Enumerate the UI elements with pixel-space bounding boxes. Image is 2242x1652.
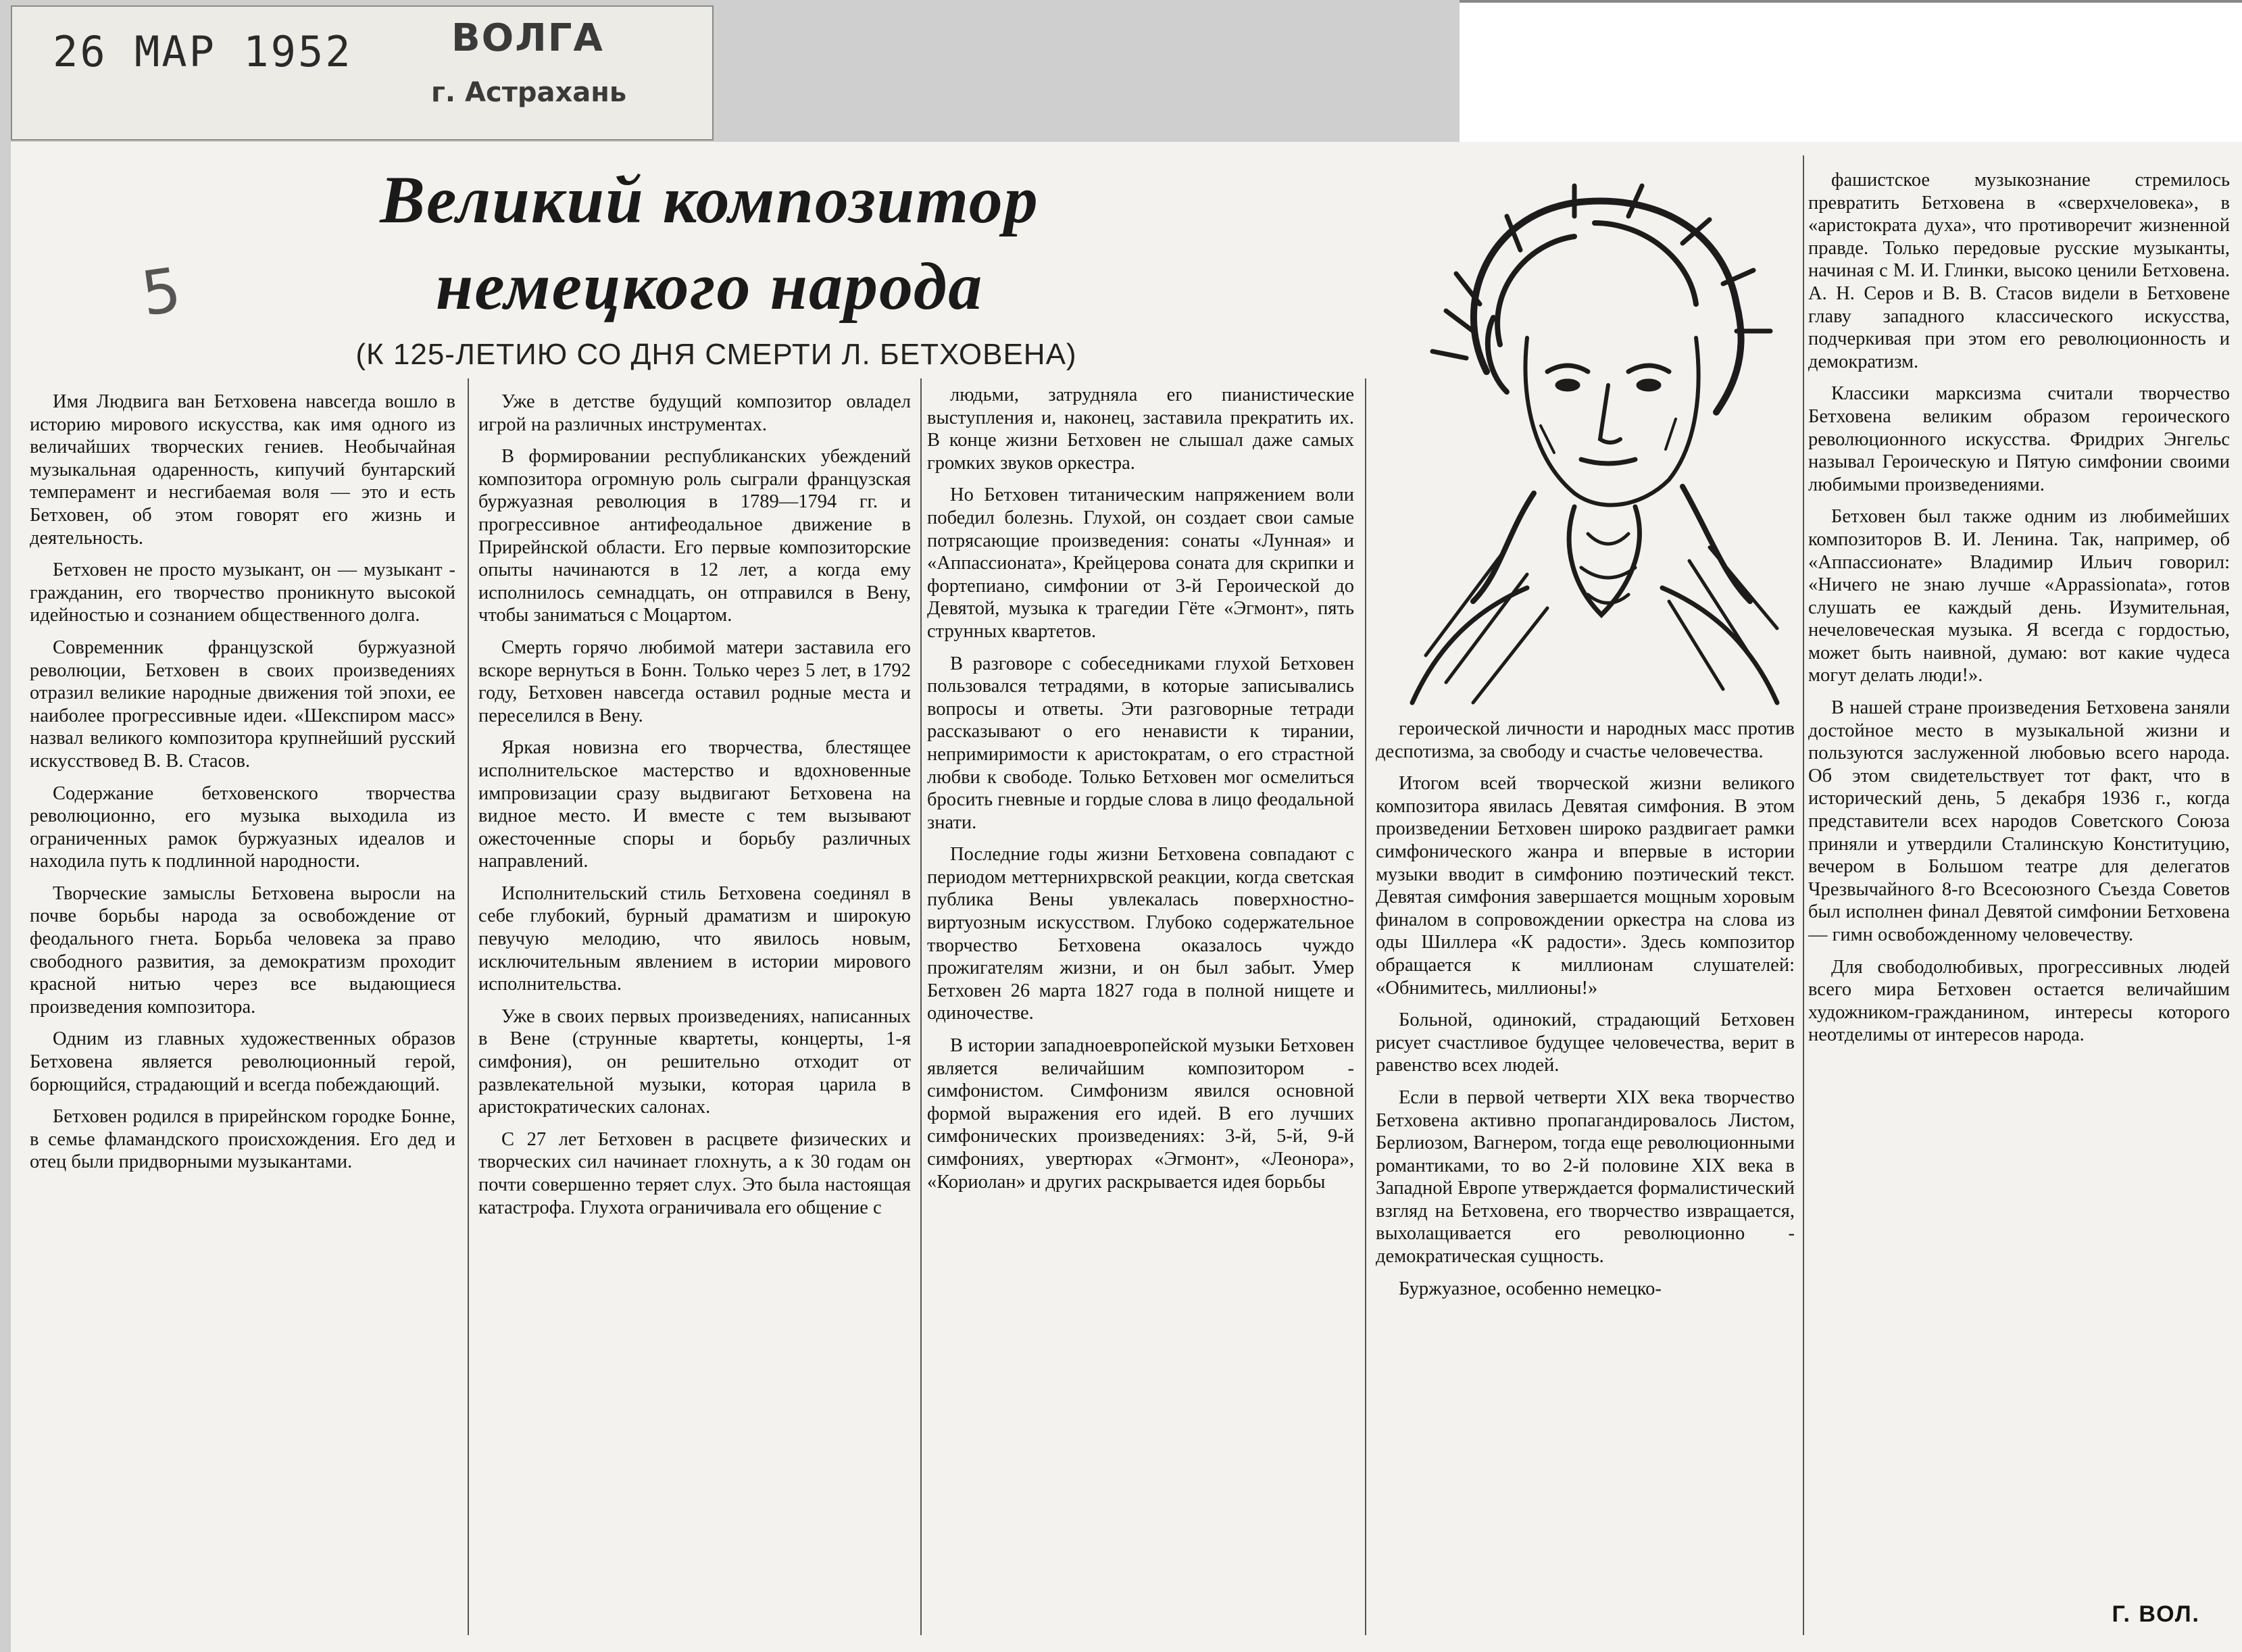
- author-signature: Г. ВОЛ.: [2112, 1601, 2200, 1627]
- paragraph: Одним из главных художественных образов Бетховена является революционный герой, борющийся, страдающий и всегда побеждающий.: [30, 1028, 455, 1095]
- article-column-1: [30, 391, 455, 1183]
- stamp-date: 26 МАР 1952: [53, 27, 353, 76]
- paragraph: В разговоре с собеседниками глухой Бетховен пользовался тетрадями, в которые записывались вопросы и ответы. Эти разговорные тетради рассказывают о его ненависти к тирании, непримиримости к аристократам, о его страстной любви к свободе. Только Бетховен мог осмелиться бросить гневные и гордые слова в лицо феодальной знати.: [927, 653, 1354, 833]
- paragraph: людьми, затрудняла его пианистические выступления и, наконец, заставила прекратить их. В конце жизни Бетховен не слышал даже самых громких звуков оркестра.: [927, 384, 1354, 474]
- paragraph: Уже в своих первых произведениях, написанных в Вене (струнные квартеты, концерты, 1-я симфония), он решительно отходит от развлекательной музыки, которая царила в аристократических салонах.: [478, 1005, 911, 1118]
- archive-stamp: [11, 5, 714, 141]
- column-rule: [1803, 155, 1804, 1635]
- paragraph: В формировании республиканских убеждений композитора огромную роль сыграли французская буржуазная революция в 1789—1794 гг. и прогрессивное антифеодальное движение в Прирейнской области. Его первые композиторские опыты начинаются в 12 лет, а когда ему исполнилось семнадцать, он отправился в Вену, чтобы заниматься с Моцартом.: [478, 446, 911, 626]
- article-column-5: [1808, 169, 2230, 1056]
- paragraph: Больной, одинокий, страдающий Бетховен рисует счастливое будущее человечества, верит в равенство всех людей.: [1376, 1009, 1795, 1076]
- paragraph: Исполнительский стиль Бетховена соединял в себе глубокий, бурный драматизм и широкую певучую мелодию, что явилось новым, исключительным явлением в истории мирового исполнительства.: [478, 882, 911, 995]
- column-rule: [468, 378, 469, 1635]
- paragraph: Итогом всей творческой жизни великого композитора явилась Девятая симфония. В этом произведении Бетховен широко раздвигает рамки симфонического жанра и впервые в истории музыки вводит в симфонию поэтический текст. Девятая симфония завершается мощным хоровым финалом в сопровождении оркестра на слова из оды Шиллера «К радости». Здесь композитор обращается к миллионам слушателей: «Обнимитесь, миллионы!»: [1376, 773, 1795, 999]
- paragraph: Яркая новизна его творчества, блестящее исполнительское мастерство и вдохновенные импровизации сразу выдвигают Бетховена на видное место. И вместе с тем вызывают ожесточенные споры и борьбу различных направлений.: [478, 737, 911, 872]
- paragraph: Творческие замыслы Бетховена выросли на почве борьбы народа за освобождение от феодального гнета. Борьба человека за право свободного развития, за демократизм проходит красной нитью через все выдающиеся произведения композитора.: [30, 882, 455, 1018]
- scanner-background-left: [0, 0, 11, 1652]
- paragraph: Уже в детстве будущий композитор овладел игрой на различных инструментах.: [478, 391, 911, 435]
- article-headline: [230, 157, 1189, 330]
- article-subtitle: (К 125-ЛЕТИЮ СО ДНЯ СМЕРТИ Л. БЕТХОВЕНА): [355, 338, 1077, 371]
- column-rule: [920, 378, 922, 1635]
- paragraph: Бетховен не просто музыкант, он — музыкант - гражданин, его творчество проникнуто высокой идейностью и сознанием общественного долга.: [30, 559, 455, 626]
- paragraph: Бетховен был также одним из любимейших композиторов В. И. Ленина. Так, например, об «Аппассионате» Владимир Ильич говорил: «Ничего не знаю лучше «Appassionata», готов слушать ее каждый день. Изумительная, нечеловеческая музыка. Я всегда с гордостью, может быть наивной, думаю: вот какие чудеса могут делать люди!».: [1808, 506, 2230, 686]
- article-column-2: [478, 391, 911, 1228]
- scanner-white-area: [1460, 0, 2242, 142]
- paragraph: Но Бетховен титаническим напряжением воли победил болезнь. Глухой, он создает свои самые потрясающие произведения: сонаты «Лунная» и «Аппассионата», Крейцерова соната для скрипки и фортепиано, симфонии от 3-й Героической до Девятой, музыка к трагедии Гёте «Эгмонт», пять струнных квартетов.: [927, 484, 1354, 642]
- paragraph: Бетховен родился в прирейнском городке Бонне, в семье фламандского происхождения. Его дед и отец были придворными музыкантами.: [30, 1106, 455, 1173]
- paragraph: В нашей стране произведения Бетховена заняли достойное место в музыкальной жизни и пользуются заслуженной любовью всего народа. Об этом свидетельствует тот факт, что в исторический день, 5 декабря 1936 г., когда представители всех народов Советского Союза приняли и утвердили Сталинскую Конституцию, вечером в Большом театре для делегатов Чрезвычайного 8-го Всесоюзного Съезда Советов был исполнен финал Девятой симфонии Бетховена — гимн освобожденному человечеству.: [1808, 697, 2230, 945]
- article-column-4: [1376, 718, 1795, 1309]
- paragraph: Буржуазное, особенно немецко-: [1399, 1278, 1662, 1299]
- paragraph: С 27 лет Бетховен в расцвете физических и творческих сил начинает глохнуть, а к 30 годам он почти совершенно теряет слух. Это была настоящая катастрофа. Глухота ограничивала его общение с: [478, 1128, 911, 1218]
- paragraph: Для свободолюбивых, прогрессивных людей всего мира Бетховен остается величайшим художником-гражданином, интересы которого неотделимы от интересов народа.: [1808, 956, 2230, 1046]
- paragraph: Современник французской буржуазной революции, Бетховен в своих произведениях отразил великие народные движения той эпохи, ее наиболее прогрессивные идеи. «Шекспиром масс» назвал великого композитора крупнейший русский искусствовед В. В. Стасов.: [30, 636, 455, 772]
- clipping-edge: [1460, 0, 2242, 3]
- headline-line-1: Великий композитор: [380, 162, 1039, 237]
- paragraph: Классики марксизма считали творчество Бетховена великим образом героического революционного искусства. Фридрих Энгельс называл Героическую и Пятую симфонии своими любимыми произведениями.: [1808, 383, 2230, 495]
- paragraph: Содержание бетховенского творчества революционно, его музыка выходила из ограниченных рамок буржуазных идеалов и находила путь к подлинной народности.: [30, 782, 455, 872]
- paragraph: Имя Людвига ван Бетховена навсегда вошло в историю мирового искусства, как имя одного из величайших творческих гениев. Необычайная музыкальная одаренность, кипучий бунтарский темперамент и несгибаемая воля — это и есть Бетховен, об этом говорят его жизнь и деятельность.: [30, 391, 455, 549]
- paragraph: героической личности и народных масс против деспотизма, за свободу и счастье человечества.: [1376, 718, 1795, 762]
- paragraph: В истории западноевропейской музыки Бетховен является величайшим композитором - симфонистом. Симфонизм явился основной формой выражения его идей. В его лучших симфонических произведениях: 3-й, 5-й, 9-й симфониях, увертюрах «Эгмонт», «Леонора», «Кориолан» и других раскрывается идея борьбы: [927, 1035, 1354, 1193]
- paragraph: Если в первой четверти XIX века творчество Бетховена активно пропагандировалось Листом, Берлиозом, Вагнером, тогда еще революционными романтиками, то во 2-й половине XIX века в Западной Европе утверждается формалистический взгляд на Бетховена, его творчество извращается, выхолащивается его революционно - демократическая сущность.: [1376, 1086, 1795, 1268]
- paragraph: Последние годы жизни Бетховена совпадают с периодом меттернихрвской реакции, когда светская публика Вены увлекалась поверхностно-виртуозным искусством. Глубоко содержательное творчество Бетховена оказалось чуждо прожигателям жизни, и он был забыт. Умер Бетховен 26 марта 1827 года в полной нищете и одиночестве.: [927, 844, 1354, 1024]
- column-rule: [1365, 378, 1366, 1635]
- headline-line-2: немецкого народа: [435, 249, 984, 324]
- stamp-newspaper-name: ВОЛГА: [451, 16, 604, 60]
- article-column-3: [927, 384, 1354, 1203]
- stamp-city: г. Астрахань: [431, 77, 627, 108]
- handwritten-page-number: 5: [136, 254, 186, 330]
- beethoven-portrait-icon: [1372, 169, 1804, 709]
- paragraph: Смерть горячо любимой матери заставила его вскоре вернуться в Бонн. Только через 5 лет, в 1792 году, Бетховен навсегда оставил родные места и переселился в Вену.: [478, 636, 911, 726]
- paragraph: фашистское музыкознание стремилось превратить Бетховена в «сверхчеловека», в «аристократа духа», что противоречит жизненной правде. Только передовые русские музыканты, начиная с М. И. Глинки, высоко ценили Бетховена. А. Н. Серов и В. В. Стасов видели в Бетховене главу западного классического искусства, подчеркивая при этом его революционность и демократизм.: [1808, 170, 2230, 372]
